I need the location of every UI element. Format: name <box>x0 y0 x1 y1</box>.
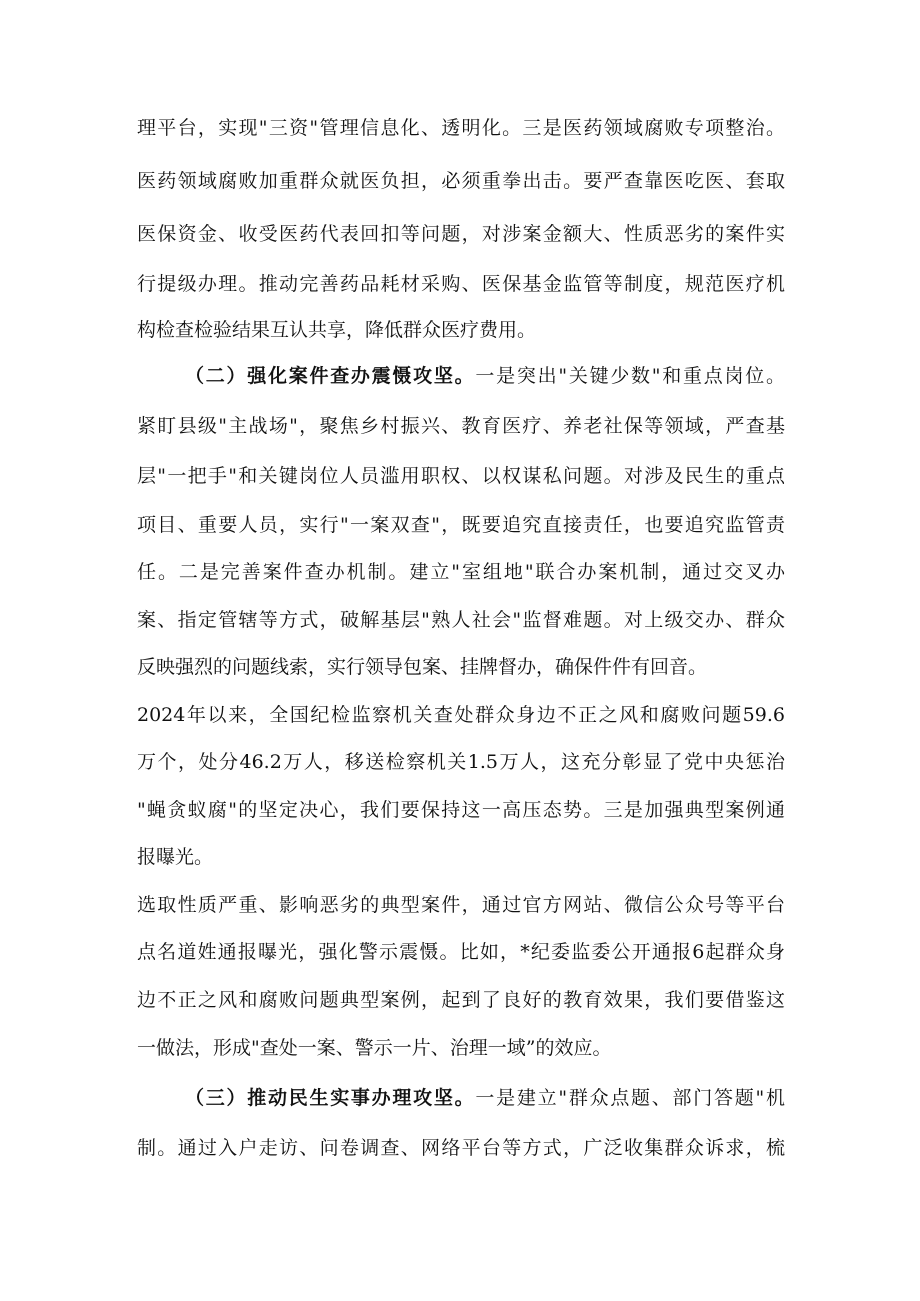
text-line: 点名道姓通报曝光，强化警示震慑。比如，*纪委监委公开通报6起群众身 <box>137 941 785 963</box>
text-line: 项目、重要人员，实行"一案双查"，既要追究直接责任，也要追究监管责 <box>137 514 785 536</box>
text-line: 一做法，形成"查处一案、警示一片、治理一域”的效应。 <box>137 1037 612 1059</box>
section-heading-2-line <box>185 363 785 389</box>
text-line: 报曝光。 <box>137 846 214 868</box>
text-line: 理平台，实现"三资"管理信息化、透明化。三是医药领域腐败专项整治。 <box>137 117 785 139</box>
text-line: 任。二是完善案件查办机制。建立"室组地"联合办案机制，通过交叉办 <box>137 561 785 583</box>
text-line: 一是建立"群众点题、部门答题"机 <box>475 1087 785 1109</box>
text-line: 医保资金、收受医药代表回扣等问题，对涉案金额大、性质恶劣的案件实 <box>137 223 785 245</box>
text-line: 行提级办理。推动完善药品耗材采购、医保基金监管等制度，规范医疗机 <box>137 273 785 295</box>
text-line: 案、指定管辖等方式，破解基层"熟人社会"监督难题。对上级交办、群众 <box>137 609 785 631</box>
text-line: 万个，处分46.2万人，移送检察机关1.5万人，这充分彰显了党中央惩治 <box>137 751 785 773</box>
section-heading-3-line <box>185 1085 785 1111</box>
text-line: "蝇贪蚁腐"的坚定决心，我们要保持这一高压态势。三是加强典型案例通 <box>137 799 785 821</box>
text-line: 紧盯县级"主战场"，聚焦乡村振兴、教育医疗、养老社保等领域，严查基 <box>137 415 785 437</box>
text-line: 制。通过入户走访、问卷调查、网络平台等方式，广泛收集群众诉求，梳 <box>137 1137 785 1159</box>
text-line: 反映强烈的问题线索，实行领导包案、挂牌督办，确保件件有回音。 <box>137 656 708 678</box>
text-line: 构检查检验结果互认共享，降低群众医疗费用。 <box>137 319 537 341</box>
text-line: 一是突出"关键少数"和重点岗位。 <box>475 365 785 387</box>
text-line: 选取性质严重、影响恶劣的典型案件，通过官方网站、微信公众号等平台 <box>137 894 785 916</box>
section-heading-3: （三）推动民生实事办理攻坚。 <box>185 1087 476 1109</box>
text-line: 2024年以来，全国纪检监察机关查处群众身边不正之风和腐败问题59.6 <box>137 704 785 726</box>
section-heading-2: （二）强化案件查办震慑攻坚。 <box>185 365 476 387</box>
text-line: 边不正之风和腐败问题典型案例，起到了良好的教育效果，我们要借鉴这 <box>137 989 785 1011</box>
text-line: 医药领域腐败加重群众就医负担，必须重拳出击。要严查靠医吃医、套取 <box>137 170 785 192</box>
text-line: 层"一把手"和关键岗位人员滥用职权、以权谋私问题。对涉及民生的重点 <box>137 465 785 487</box>
